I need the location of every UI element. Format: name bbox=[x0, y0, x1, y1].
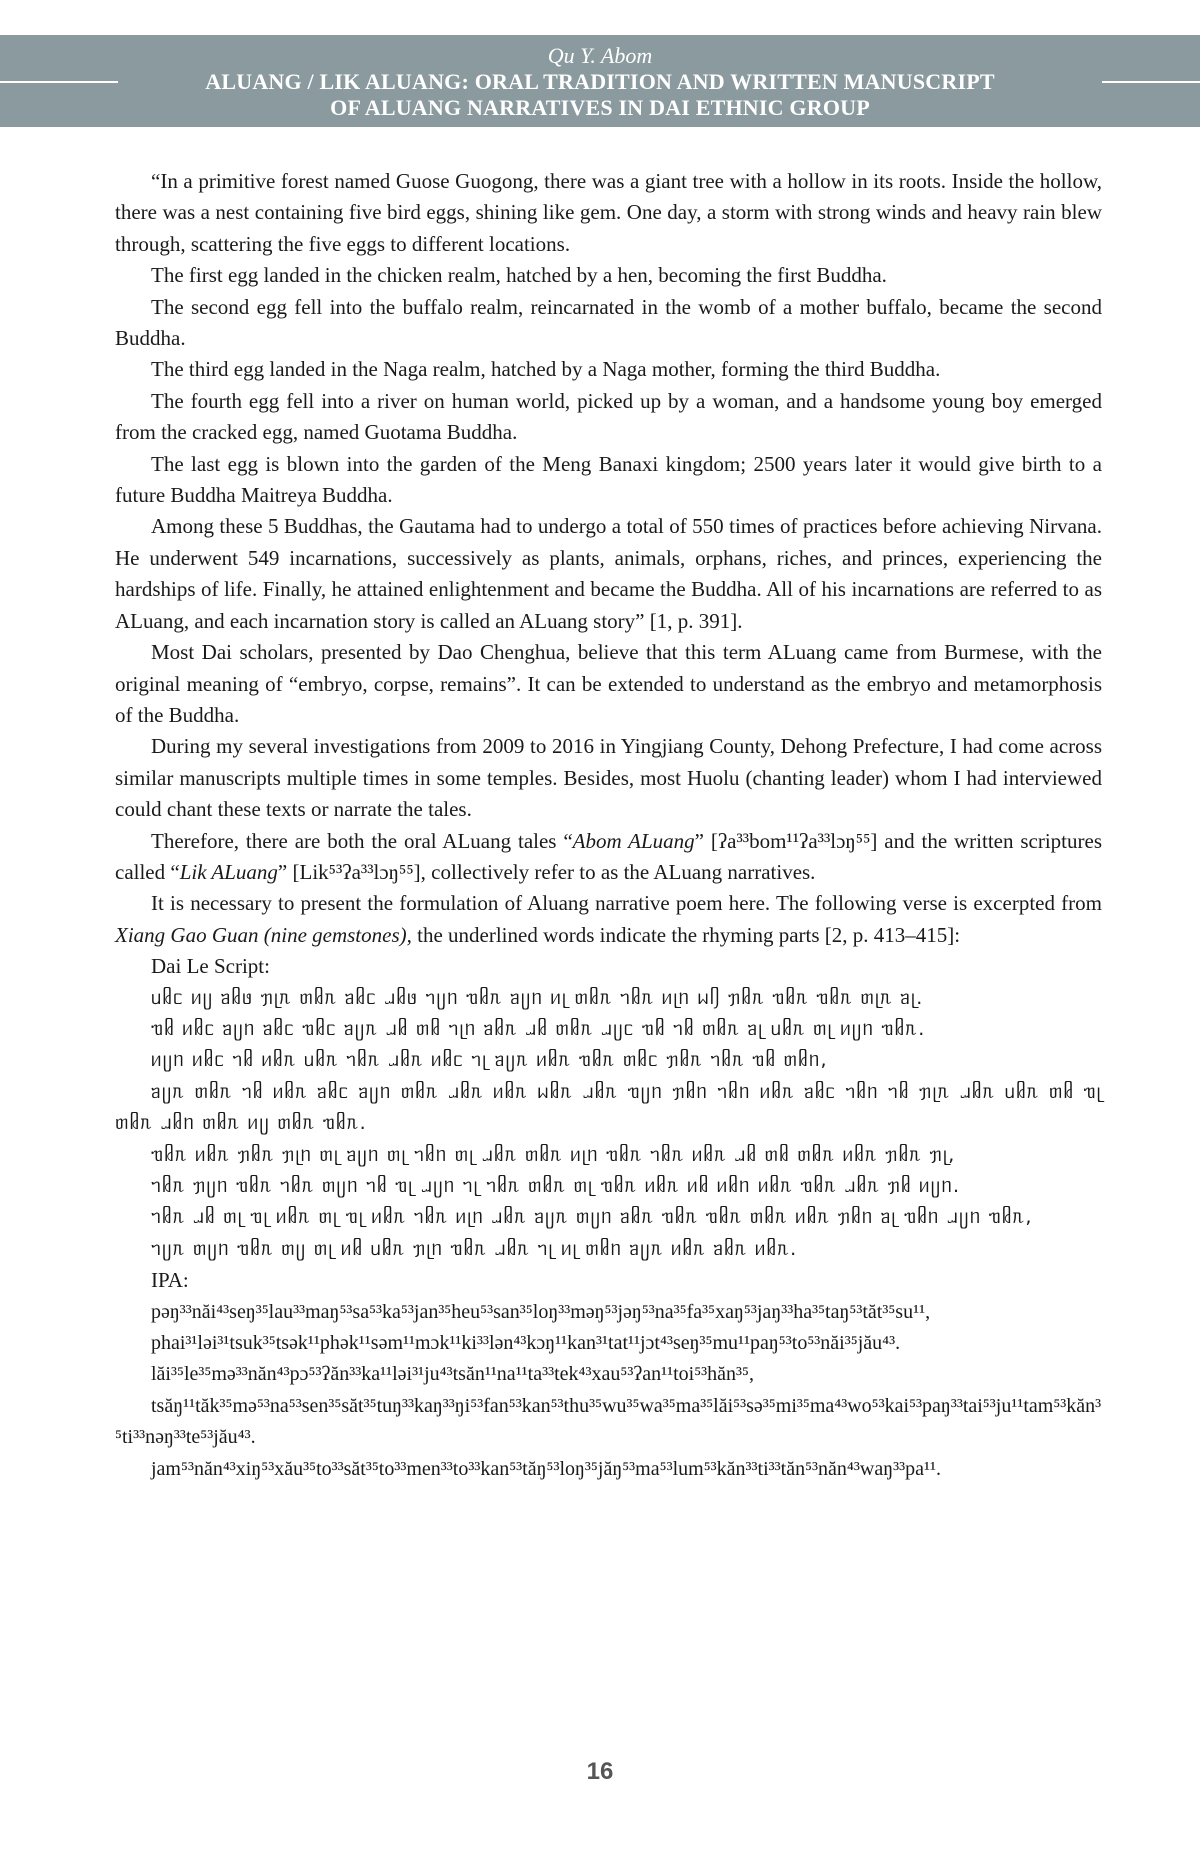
paragraph-oral-written bbox=[115, 826, 1102, 889]
header-title-line1: ALUANG / LIK ALUANG: ORAL TRADITION AND WRITTEN MANUSCRIPT bbox=[205, 69, 995, 94]
quote-paragraph-1: “In a primitive forest named Guose Guogong, there was a giant tree with a hollow in its roots. Inside the hollow, there was a nest containing five bird eggs, shining like gem. One day, a storm with strong winds and heavy rain blew through, scattering the five eggs to different locations. bbox=[115, 169, 1102, 256]
ipa-line: pəŋ³³năi⁴³seŋ³⁵lau³³maŋ⁵³sa⁵³ka⁵³jan³⁵heu⁵³san³⁵loŋ³³məŋ⁵³jəŋ⁵³na³⁵fa³⁵xaŋ⁵³jaŋ³³ha³⁵taŋ⁵³tăt³⁵su¹¹, bbox=[151, 1300, 931, 1323]
dai-script-line: ᥓᥤ ᥢᥤᥴ ᥑᥩᥒ ᥑᥤᥴ ᥓᥤᥴ ᥑᥩᥰ ᥘᥤ ᥖᥤ ᥐᥨᥒ ᥑᥤᥰ ᥘᥤ ᥖᥤᥰ ᥘᥩᥴ ᥓᥤ ᥐᥤ ᥖᥤᥰ ᥑᥨ ᥙᥤᥰ ᥖᥨ ᥢᥩᥒ ᥓᥤᥰ. bbox=[151, 1017, 926, 1040]
lik-aluang-term: Lik ALuang bbox=[179, 859, 278, 884]
quote-paragraph-3: The second egg fell into the buffalo realm, reincarnated in the womb of a mother buffalo, became the second Buddha. bbox=[115, 294, 1102, 351]
header-author: Qu Y. Abom bbox=[547, 43, 653, 68]
dai-script-line: ᥓᥤᥰ ᥢᥤᥰ ᥟᥤᥰ ᥟᥨᥒ ᥖᥨ ᥑᥩᥒ ᥖᥨ ᥐᥤᥒ ᥖᥨ ᥘᥤᥰ ᥖᥤᥰ ᥢᥨᥒ ᥓᥤᥰ ᥐᥤᥰ ᥢᥤᥰ ᥘᥤ ᥖᥤ ᥖᥤᥰ ᥢᥤᥰ ᥟᥤᥰ ᥟᥨ, bbox=[151, 1143, 956, 1166]
quote-paragraph-7: Among these 5 Buddhas, the Gautama had to undergo a total of 550 times of practices before achieving Nirvana. He underwent 549 incarnations, successively as plants, animals, orphans, riches, and princes, experiencing the hardships of life. Finally, he attained enlightenment and became the Buddha. All of his incarnations are referred to as ALuang, and each incarnation story is called an ALuang story” [1, p. 391]. bbox=[115, 514, 1102, 633]
dai-script-line: ᥑᥩᥰ ᥖᥤᥰ ᥐᥤ ᥢᥤᥰ ᥑᥤᥴ ᥑᥩᥒ ᥖᥤᥰ ᥘᥤᥰ ᥢᥤᥰ ᥕᥤᥰ ᥘᥤᥰ ᥓᥩᥒ ᥟᥤᥒ ᥐᥤᥒ ᥢᥤᥰ ᥑᥤᥴ ᥐᥤᥒ ᥐᥤ ᥟᥨᥰ ᥘᥤᥰ ᥙᥤᥰ ᥖᥤ ᥓᥨ ᥖᥤᥰ ᥘᥤᥒ ᥖᥤᥰ ᥢᥩ ᥖᥤᥰ ᥓᥤᥰ. bbox=[115, 1080, 1102, 1135]
ipa-label: IPA: bbox=[151, 1268, 189, 1293]
p10-text-c: ” [ʔa³³bom¹¹ʔa³³lɔŋ⁵⁵] and the written scriptures called “ bbox=[115, 828, 1102, 884]
quote-paragraph-4: The third egg landed in the Naga realm, hatched by a Naga mother, forming the third Buddha. bbox=[151, 357, 941, 382]
p11-text-a: It is necessary to present the formulation of Aluang narrative poem here. The following verse is excerpted from bbox=[151, 891, 1102, 916]
dai-script-line: ᥢᥩᥒ ᥢᥤᥴ ᥐᥤ ᥢᥤᥰ ᥙᥤᥰ ᥐᥤᥰ ᥘᥤᥰ ᥢᥤᥴ ᥐᥨ ᥑᥩᥰ ᥢᥤᥰ ᥓᥤᥰ ᥖᥤᥴ ᥟᥤᥰ ᥐᥤᥰ ᥓᥤ ᥖᥤᥒ, bbox=[151, 1049, 828, 1072]
dai-script-line: ᥙᥤᥴ ᥢᥩ ᥑᥤᥳ ᥟᥨᥰ ᥖᥤᥰ ᥑᥤᥴ ᥘᥤᥳ ᥐᥩᥒ ᥓᥤᥰ ᥑᥩᥒ ᥢᥨ ᥖᥤᥰ ᥐᥤᥰ ᥢᥨᥒ ᥕᥦ ᥟᥤᥰ ᥓᥤᥰ ᥓᥤᥰ ᥖᥨᥰ ᥑᥨ. bbox=[151, 986, 924, 1009]
ipa-line: phai³¹ləi³¹tsuk³⁵tsək¹¹phək¹¹səm¹¹mɔk¹¹ki³³lən⁴³kɔŋ¹¹kan³¹tat¹¹jɔt⁴³seŋ³⁵mu¹¹paŋ⁵³to⁵³năi³⁵jău⁴³. bbox=[151, 1332, 901, 1355]
p11-text-c: the underlined words indicate the rhyming parts [2, p. 413–415]: bbox=[411, 922, 961, 947]
p10-text-e: ” [Lik⁵³ʔa³³lɔŋ⁵⁵], collectively refer to as the ALuang narratives. bbox=[277, 859, 816, 884]
quote-paragraph-2: The first egg landed in the chicken realm, hatched by a hen, becoming the first Buddha. bbox=[151, 263, 887, 288]
page-number: 16 bbox=[586, 1758, 614, 1785]
xiang-gao-guan-title: Xiang Gao Guan (nine gemstones), bbox=[115, 922, 412, 947]
page-header bbox=[0, 35, 1200, 127]
dai-le-script-label: Dai Le Script: bbox=[151, 954, 270, 979]
abom-aluang-term: Abom ALuang bbox=[572, 828, 695, 853]
dai-script-line: ᥐᥤᥰ ᥟᥩᥒ ᥓᥤᥰ ᥐᥤᥰ ᥖᥩᥒ ᥐᥤ ᥓᥨ ᥘᥩᥒ ᥐᥨ ᥐᥤᥰ ᥖᥤᥰ ᥖᥨ ᥓᥤᥰ ᥢᥤᥰ ᥢᥤ ᥢᥤᥒ ᥢᥤᥰ ᥓᥤᥰ ᥘᥤᥰ ᥟᥤ ᥢᥩᥒ. bbox=[151, 1175, 961, 1197]
dai-script-line: ᥐᥩᥰ ᥖᥩᥒ ᥓᥤᥰ ᥖᥩ ᥖᥨ ᥢᥤ ᥙᥤᥰ ᥟᥨᥒ ᥓᥤᥰ ᥘᥤᥰ ᥐᥨ ᥢᥨ ᥖᥤᥒ ᥑᥩᥰ ᥢᥤᥰ ᥑᥤᥰ ᥢᥤᥰ. bbox=[151, 1237, 798, 1260]
paragraph-investigations: During my several investigations from 2009 to 2016 in Yingjiang County, Dehong Prefecture, I had come across similar manuscripts multiple times in some temples. Besides, most Huolu (chanting leader) whom I had interviewed could chant these texts or narrate the tales. bbox=[115, 734, 1102, 822]
ipa-line: tsăŋ¹¹tăk³⁵mə⁵³na⁵³sen³⁵săt³⁵tuŋ³³kaŋ³³ŋi⁵³fan⁵³kan⁵³thu³⁵wu³⁵wa³⁵ma³⁵lăi⁵³sə³⁵mi³⁵ma⁴³wo⁵³kai⁵³paŋ³³tai⁵³ju¹¹tam⁵³kăn³⁵ti³³nəŋ³³te⁵³jău⁴³. bbox=[115, 1394, 1102, 1449]
quote-paragraph-5: The fourth egg fell into a river on human world, picked up by a woman, and a handsome young boy emerged from the cracked egg, named Guotama Buddha. bbox=[115, 388, 1102, 445]
article-body bbox=[115, 166, 1102, 1485]
dai-script-line: ᥐᥤᥰ ᥘᥤ ᥖᥨ ᥓᥨ ᥢᥤᥰ ᥖᥨ ᥓᥨ ᥢᥤᥰ ᥐᥤᥰ ᥢᥨᥒ ᥘᥤᥰ ᥑᥩᥰ ᥖᥩᥒ ᥑᥤᥰ ᥓᥤᥰ ᥓᥤᥰ ᥖᥤᥰ ᥢᥤᥰ ᥟᥤᥒ ᥑᥨ ᥓᥤᥒ ᥘᥩᥒ ᥓᥤᥰ, bbox=[151, 1206, 1033, 1229]
paragraph-dai-scholars: Most Dai scholars, presented by Dao Chenghua, believe that this term ALuang came from Burmese, with the original meaning of “embryo, corpse, remains”. It can be extended to understand as the embryo and metamorphosis of the Buddha. bbox=[115, 640, 1102, 727]
header-title-line2: OF ALUANG NARRATIVES IN DAI ETHNIC GROUP bbox=[330, 95, 870, 120]
paragraph-formulation bbox=[115, 888, 1102, 951]
p10-text-a: Therefore, there are both the oral ALuang tales “ bbox=[151, 828, 573, 853]
ipa-line: jam⁵³năn⁴³xiŋ⁵³xău³⁵to³³săt³⁵to³³men³³to³³kan⁵³tăŋ⁵³loŋ³⁵jăŋ⁵³ma⁵³lum⁵³kăn³³ti³³tăn⁵³năn⁴³waŋ³³pa¹¹. bbox=[151, 1457, 941, 1480]
ipa-line: lăi³⁵le³⁵mə³³năn⁴³pɔ⁵³ʔăn³³ka¹¹ləi³¹ju⁴³tsăn¹¹na¹¹ta³³tek⁴³xau⁵³ʔan¹¹toi⁵³hăn³⁵, bbox=[151, 1363, 755, 1386]
quote-paragraph-6: The last egg is blown into the garden of the Meng Banaxi kingdom; 2500 years later it would give birth to a future Buddha Maitreya Buddha. bbox=[115, 451, 1102, 508]
